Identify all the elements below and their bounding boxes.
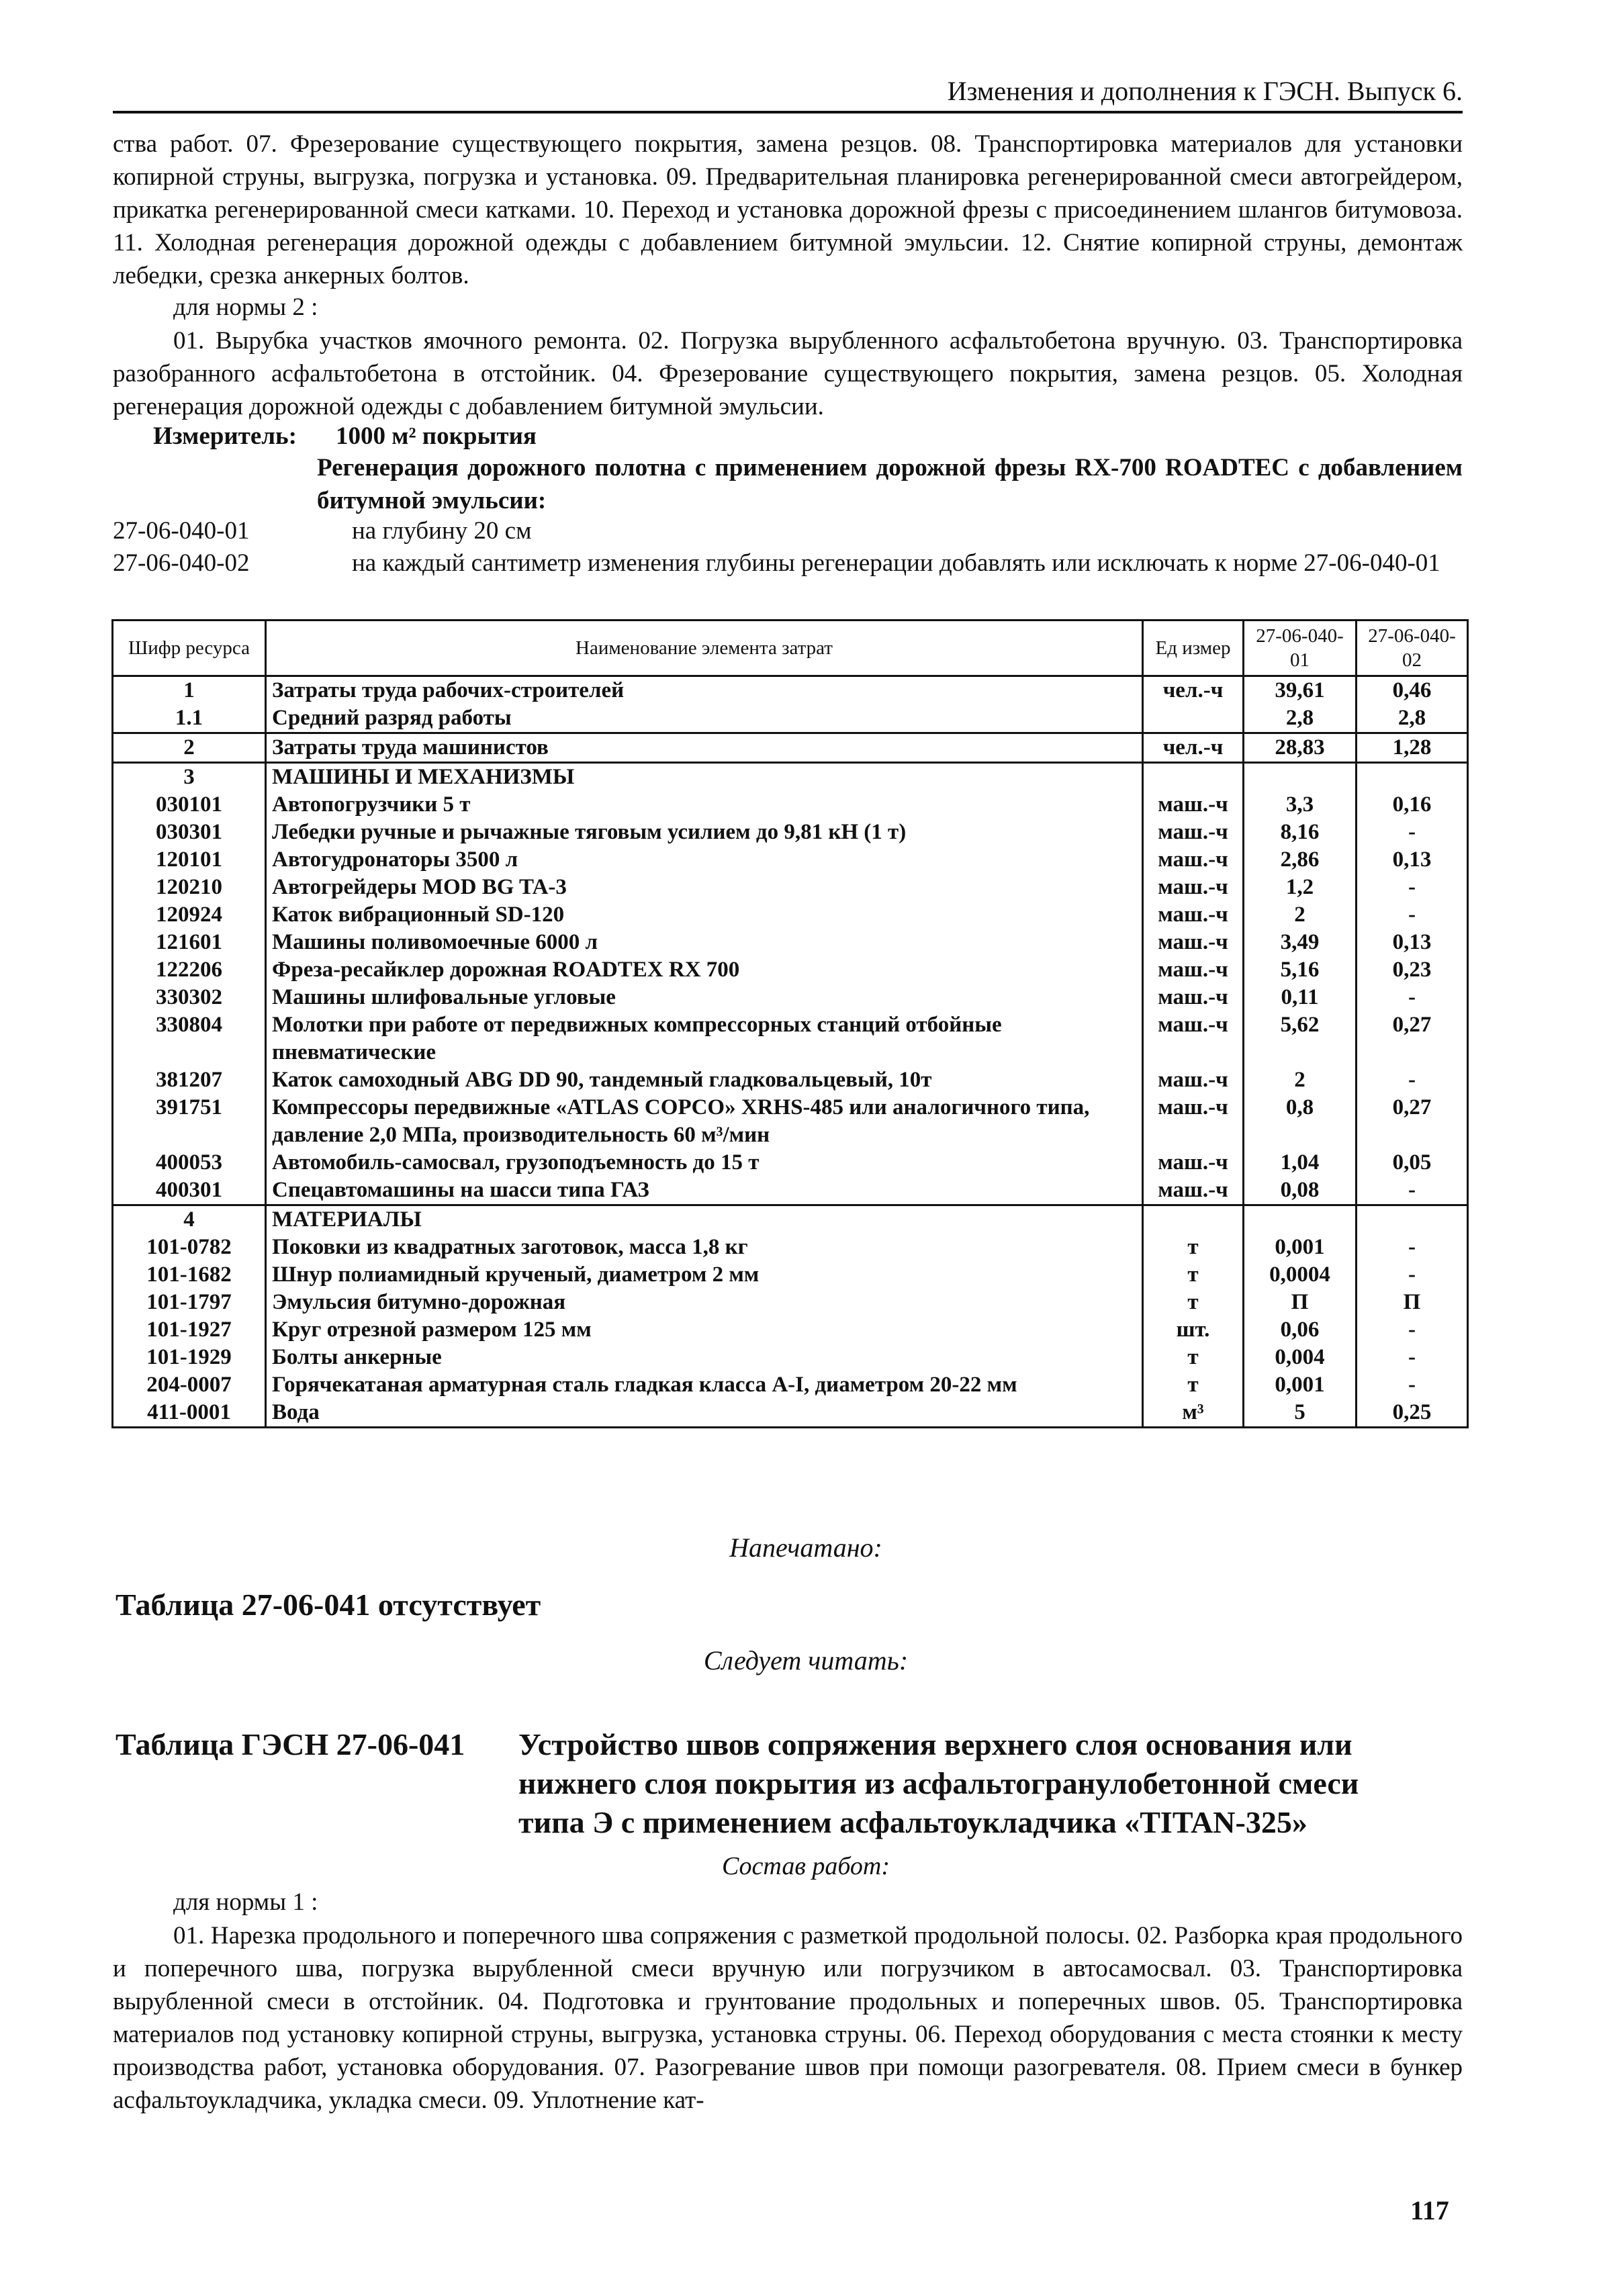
- cell-norm-1: 0,11: [1244, 984, 1357, 1011]
- cell-norm-1: 2,86: [1244, 846, 1357, 874]
- cell-code: 400301: [113, 1177, 266, 1205]
- cell-norm-2: [1357, 763, 1468, 792]
- cell-unit: маш.-ч: [1143, 901, 1244, 929]
- cell-unit: т: [1143, 1289, 1244, 1316]
- table-row: [113, 1234, 1468, 1261]
- table-row: [113, 1316, 1468, 1344]
- norm1-code: 27-06-040-01: [113, 517, 250, 545]
- cell-norm-2: -: [1357, 1344, 1468, 1371]
- cell-norm-2: [1357, 1205, 1468, 1234]
- new-table-prefix: Таблица ГЭСН 27-06-041: [116, 1727, 465, 1761]
- cell-norm-1: 5: [1244, 1399, 1357, 1428]
- cell-norm-1: 0,001: [1244, 1371, 1357, 1399]
- cell-unit: т: [1143, 1234, 1244, 1261]
- cell-code: 122206: [113, 956, 266, 984]
- cell-name: Спецавтомашины на шасси типа ГАЗ: [266, 1177, 1143, 1205]
- table-row: [113, 819, 1468, 846]
- cell-norm-1: 2,8: [1244, 704, 1357, 733]
- cell-norm-2: 1,28: [1357, 733, 1468, 763]
- cell-norm-2: 0,13: [1357, 846, 1468, 874]
- read-as-label: Следует читать:: [703, 1645, 909, 1675]
- cell-norm-1: 0,08: [1244, 1177, 1357, 1205]
- cell-name: Поковки из квадратных заготовок, масса 1,8 кг: [266, 1234, 1143, 1261]
- cell-name: Эмульсия битумно-дорожная: [266, 1289, 1143, 1316]
- cell-norm-2: -: [1357, 1261, 1468, 1289]
- cell-code: 204-0007: [113, 1371, 266, 1399]
- cell-code: 381207: [113, 1066, 266, 1094]
- cell-norm-1: [1244, 763, 1357, 792]
- header-code: Шифр ресурса: [113, 621, 266, 676]
- page-number: 117: [1410, 2195, 1449, 2225]
- cell-code: 101-1929: [113, 1344, 266, 1371]
- cell-code: 101-1927: [113, 1316, 266, 1344]
- norm1-text: на глубину 20 см: [352, 517, 532, 545]
- cell-unit: т: [1143, 1371, 1244, 1399]
- intro-paragraph-1: ства работ. 07. Фрезерование существующего покрытия, замена резцов. 08. Транспортировка материалов для установки копирной струны, выгрузка, погрузка и установка. 09. Предварительная планировка регенерированной смеси автогрейдером, прикатка регенерированной смеси катками. 10. Переход и установка дорожной фрезы с присоединением шлангов битумовоза. 11. Холодная регенерация дорожной одежды с добавлением битумной эмульсии. 12. Снятие копирной струны, демонтаж лебедки, срезка анкерных болтов.: [113, 130, 1463, 289]
- table-row: [113, 1371, 1468, 1399]
- printed-label: Напечатано:: [729, 1532, 882, 1563]
- cell-name: Автогудронаторы 3500 л: [266, 846, 1143, 874]
- cell-unit: чел.-ч: [1143, 733, 1244, 763]
- cell-norm-1: 0,001: [1244, 1234, 1357, 1261]
- cell-code: 120101: [113, 846, 266, 874]
- cell-norm-1: 0,0004: [1244, 1261, 1357, 1289]
- table-row: [113, 1289, 1468, 1316]
- table-row: [113, 929, 1468, 956]
- cell-code: 411-0001: [113, 1399, 266, 1428]
- table-row: [113, 676, 1468, 705]
- cell-name: Машины шлифовальные угловые: [266, 984, 1143, 1011]
- cell-norm-1: 28,83: [1244, 733, 1357, 763]
- cell-norm-1: 3,3: [1244, 791, 1357, 819]
- cell-norm-1: [1244, 1205, 1357, 1234]
- meter-value: 1000 м² покрытия: [336, 422, 537, 450]
- works-paragraph: 01. Нарезка продольного и поперечного шва сопряжения с разметкой продольной полосы. 02. Разборка края продольного и поперечного шва, погрузка вырубленной смеси вручную или погрузчиком в автосамосвал. 03. Транспортировка вырубленной смеси в отстойник. 04. Подготовка и грунтование продольных и поперечных швов. 05. Транспортировка материалов под установку копирной струны, выгрузка, установка струны. 06. Переход оборудования с места стоянки к месту производства работ, установка оборудования. 07. Разогревание швов при помощи разогревателя. 08. Прием смеси в бункер асфальтоукладчика, укладка смеси. 09. Уплотнение кат-: [113, 1922, 1463, 2114]
- header-name: Наименование элемента затрат: [266, 621, 1143, 676]
- cell-unit: т: [1143, 1344, 1244, 1371]
- cell-unit: маш.-ч: [1143, 1149, 1244, 1177]
- cell-name: Затраты труда машинистов: [266, 733, 1143, 763]
- cell-name: Компрессоры передвижные «ATLAS COPCO» XRHS-485 или аналогичного типа, давление 2,0 МПа, производительность 60 м³/мин: [266, 1094, 1143, 1149]
- meter-label: Измеритель:: [153, 422, 297, 450]
- cell-unit: маш.-ч: [1143, 874, 1244, 901]
- cell-code: 030301: [113, 819, 266, 846]
- cell-norm-2: -: [1357, 1066, 1468, 1094]
- cell-norm-1: 0,004: [1244, 1344, 1357, 1371]
- new-table-title-line-1: Устройство швов сопряжения верхнего слоя основания или: [518, 1727, 1352, 1761]
- cell-norm-1: 0,8: [1244, 1094, 1357, 1149]
- cell-name: Болты анкерные: [266, 1344, 1143, 1371]
- table-row: [113, 763, 1468, 792]
- cell-code: 120924: [113, 901, 266, 929]
- table-row: [113, 704, 1468, 733]
- cell-norm-2: -: [1357, 819, 1468, 846]
- cell-norm-2: 0,13: [1357, 929, 1468, 956]
- table-row: [113, 846, 1468, 874]
- cell-unit: [1143, 704, 1244, 733]
- cell-norm-2: 0,05: [1357, 1149, 1468, 1177]
- table-row: [113, 1177, 1468, 1205]
- intro-paragraph-2: 01. Вырубка участков ямочного ремонта. 02. Погрузка вырубленного асфальтобетона вручную. 03. Транспортировка разобранного асфальтобетона в отстойник. 04. Фрезерование существующего покрытия, замена резцов. 05. Холодная регенерация дорожной одежды с добавлением битумной эмульсии.: [113, 327, 1463, 420]
- norm2-text: на каждый сантиметр изменения глубины регенерации добавлять или исключать к норме 27-06-040-01: [352, 549, 1440, 577]
- cell-name: Каток вибрационный SD-120: [266, 901, 1143, 929]
- cell-norm-2: 0,23: [1357, 956, 1468, 984]
- cell-code: 2: [113, 733, 266, 763]
- cell-code: 120210: [113, 874, 266, 901]
- cell-norm-2: 0,16: [1357, 791, 1468, 819]
- cell-code: 101-1797: [113, 1289, 266, 1316]
- cell-unit: маш.-ч: [1143, 819, 1244, 846]
- table-row: [113, 1011, 1468, 1066]
- cell-unit: шт.: [1143, 1316, 1244, 1344]
- table-row: [113, 1344, 1468, 1371]
- cell-unit: м³: [1143, 1399, 1244, 1428]
- cell-unit: маш.-ч: [1143, 1177, 1244, 1205]
- table-row: [113, 1066, 1468, 1094]
- cell-norm-1: 3,49: [1244, 929, 1357, 956]
- cell-unit: чел.-ч: [1143, 676, 1244, 705]
- cell-code: 4: [113, 1205, 266, 1234]
- table-row: [113, 1149, 1468, 1177]
- cell-name: Затраты труда рабочих-строителей: [266, 676, 1143, 705]
- cell-norm-1: 1,04: [1244, 1149, 1357, 1177]
- cell-norm-1: 2: [1244, 1066, 1357, 1094]
- table-row: [113, 901, 1468, 929]
- cell-unit: маш.-ч: [1143, 1094, 1244, 1149]
- cell-norm-2: -: [1357, 1316, 1468, 1344]
- cell-code: 1.1: [113, 704, 266, 733]
- cell-unit: маш.-ч: [1143, 929, 1244, 956]
- cell-name: Горячекатаная арматурная сталь гладкая класса А-I, диаметром 20-22 мм: [266, 1371, 1143, 1399]
- new-table-title-line-3: типа Э с применением асфальтоукладчика «TITAN-325»: [518, 1805, 1308, 1839]
- cell-name: Средний разряд работы: [266, 704, 1143, 733]
- table-row: [113, 1094, 1468, 1149]
- cell-unit: маш.-ч: [1143, 791, 1244, 819]
- cell-norm-1: 39,61: [1244, 676, 1357, 705]
- norm1-label: для нормы 1 :: [173, 1888, 318, 1916]
- cell-norm-2: -: [1357, 1177, 1468, 1205]
- cell-norm-1: 0,06: [1244, 1316, 1357, 1344]
- missing-table-note: Таблица 27-06-041 отсутствует: [116, 1588, 541, 1622]
- cell-norm-2: -: [1357, 901, 1468, 929]
- cell-unit: [1143, 1205, 1244, 1234]
- cell-name: МАШИНЫ И МЕХАНИЗМЫ: [266, 763, 1143, 792]
- cell-name: МАТЕРИАЛЫ: [266, 1205, 1143, 1234]
- header-unit: Ед измер: [1143, 621, 1244, 676]
- cell-name: Машины поливомоечные 6000 л: [266, 929, 1143, 956]
- cell-unit: т: [1143, 1261, 1244, 1289]
- cell-code: 330302: [113, 984, 266, 1011]
- cell-norm-1: 1,2: [1244, 874, 1357, 901]
- cell-norm-2: 2,8: [1357, 704, 1468, 733]
- new-table-title-line-2: нижнего слоя покрытия из асфальтогранулобетонной смеси: [518, 1766, 1359, 1800]
- cell-norm-2: -: [1357, 874, 1468, 901]
- table-header-row: [113, 621, 1468, 676]
- cell-code: 391751: [113, 1094, 266, 1149]
- cell-code: 121601: [113, 929, 266, 956]
- cell-name: Фреза-ресайклер дорожная ROADTEX RX 700: [266, 956, 1143, 984]
- cell-code: 101-1682: [113, 1261, 266, 1289]
- cell-code: 030101: [113, 791, 266, 819]
- cell-unit: маш.-ч: [1143, 956, 1244, 984]
- cell-name: Шнур полиамидный крученый, диаметром 2 мм: [266, 1261, 1143, 1289]
- table-row: [113, 874, 1468, 901]
- cell-name: Молотки при работе от передвижных компрессорных станций отбойные пневматические: [266, 1011, 1143, 1066]
- cell-norm-2: 0,46: [1357, 676, 1468, 705]
- cell-name: Лебедки ручные и рычажные тяговым усилием до 9,81 кН (1 т): [266, 819, 1143, 846]
- works-label: Состав работ:: [721, 1852, 890, 1880]
- cell-name: Круг отрезной размером 125 мм: [266, 1316, 1143, 1344]
- cell-name: Вода: [266, 1399, 1143, 1428]
- cell-norm-2: -: [1357, 984, 1468, 1011]
- running-header: Изменения и дополнения к ГЭСН. Выпуск 6.: [113, 75, 1463, 113]
- norm2-label: для нормы 2 :: [173, 293, 318, 321]
- cell-norm-1: 8,16: [1244, 819, 1357, 846]
- cell-norm-1: 5,16: [1244, 956, 1357, 984]
- table-row: [113, 1261, 1468, 1289]
- cell-norm-2: 0,27: [1357, 1011, 1468, 1066]
- cell-unit: маш.-ч: [1143, 1011, 1244, 1066]
- cell-name: Автомобиль-самосвал, грузоподъемность до 15 т: [266, 1149, 1143, 1177]
- cell-norm-2: 0,25: [1357, 1399, 1468, 1428]
- table-row: [113, 956, 1468, 984]
- cell-code: 101-0782: [113, 1234, 266, 1261]
- cell-unit: маш.-ч: [1143, 846, 1244, 874]
- cell-name: Каток самоходный ABG DD 90, тандемный гладковальцевый, 10т: [266, 1066, 1143, 1094]
- cell-norm-2: -: [1357, 1234, 1468, 1261]
- norm2-code: 27-06-040-02: [113, 549, 250, 577]
- cell-name: Автопогрузчики 5 т: [266, 791, 1143, 819]
- cell-norm-1: 5,62: [1244, 1011, 1357, 1066]
- cell-norm-2: П: [1357, 1289, 1468, 1316]
- cell-unit: маш.-ч: [1143, 984, 1244, 1011]
- cell-norm-1: П: [1244, 1289, 1357, 1316]
- cell-norm-2: -: [1357, 1371, 1468, 1399]
- cell-code: 3: [113, 763, 266, 792]
- cell-code: 330804: [113, 1011, 266, 1066]
- table-row: [113, 733, 1468, 763]
- table-row: [113, 1399, 1468, 1428]
- regen-title: Регенерация дорожного полотна с применением дорожной фрезы RX-700 ROADTEC с добавлением битумной эмульсии:: [317, 454, 1463, 514]
- cell-unit: [1143, 763, 1244, 792]
- cell-code: 400053: [113, 1149, 266, 1177]
- resource-table: [111, 619, 1469, 1428]
- cell-code: 1: [113, 676, 266, 705]
- table-body: [113, 676, 1468, 1428]
- table-row: [113, 791, 1468, 819]
- cell-norm-1: 2: [1244, 901, 1357, 929]
- table-row: [113, 1205, 1468, 1234]
- table-row: [113, 984, 1468, 1011]
- cell-name: Автогрейдеры MOD BG TA-3: [266, 874, 1143, 901]
- cell-norm-2: 0,27: [1357, 1094, 1468, 1149]
- cell-unit: маш.-ч: [1143, 1066, 1244, 1094]
- header-norm-2: 27-06-040-02: [1357, 621, 1468, 676]
- header-norm-1: 27-06-040-01: [1244, 621, 1357, 676]
